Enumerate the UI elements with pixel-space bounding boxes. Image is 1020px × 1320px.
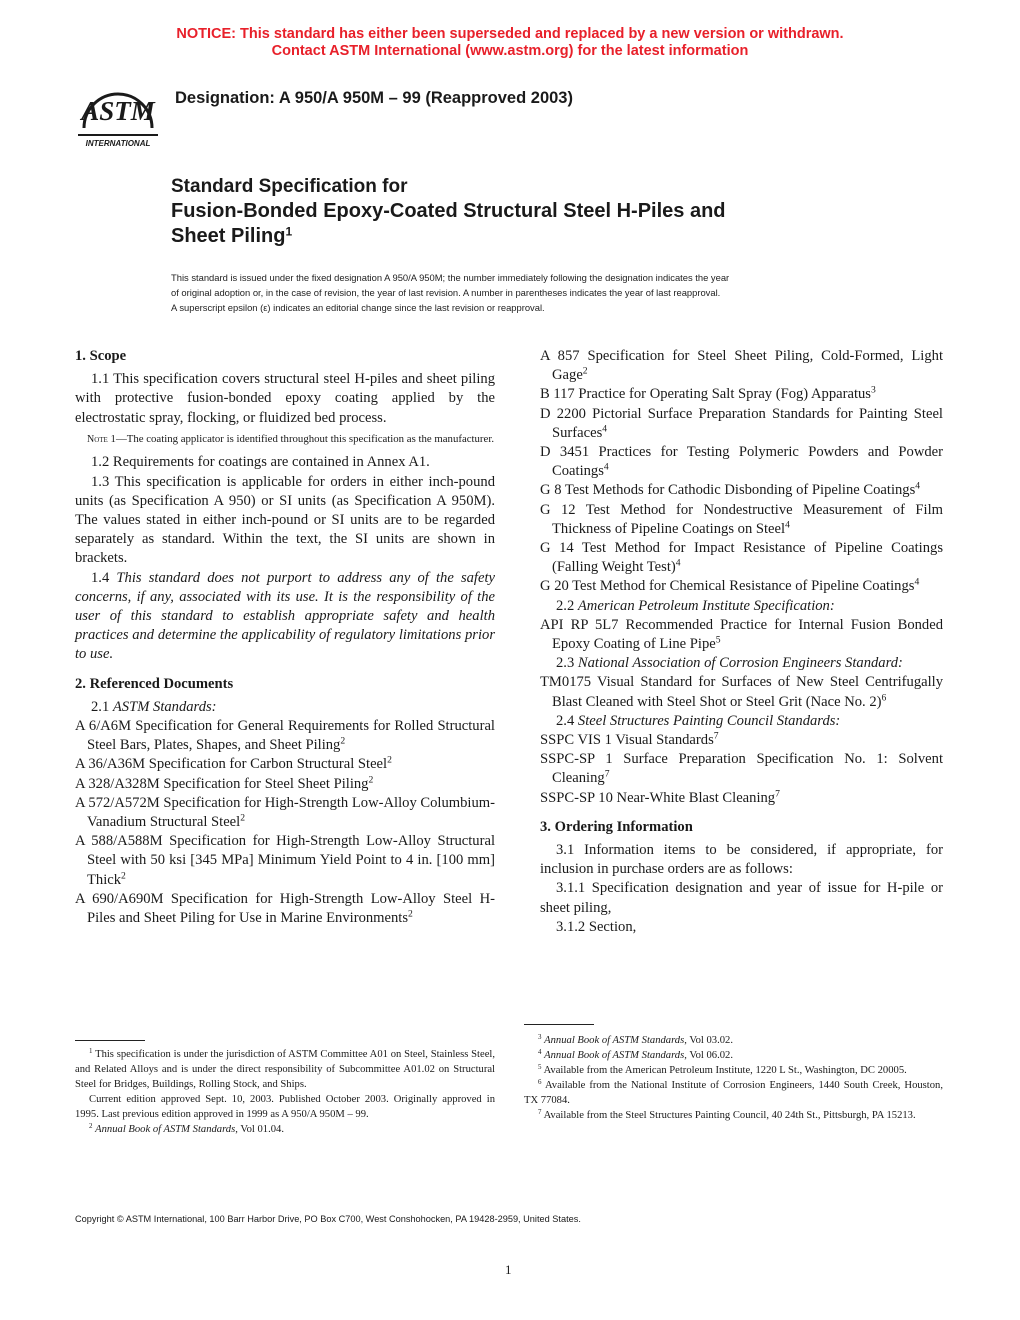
para-2-3: 2.3 National Association of Corrosion Engineers Standard: xyxy=(556,655,903,672)
reference-text: A 6/A6M Specification for General Requirements for Rolled Structural Steel Bars, Plates, Shapes, and Sheet Piling xyxy=(75,717,495,754)
reference-item xyxy=(540,443,943,481)
title-line-2: Fusion-Bonded Epoxy-Coated Structural Steel H-Piles and xyxy=(171,200,726,222)
logo-text: ASTM xyxy=(81,96,155,126)
copyright-line: Copyright © ASTM International, 100 Barr Harbor Drive, PO Box C700, West Conshohocken, PA 19428-2959, United States. xyxy=(75,1214,581,1224)
right-column xyxy=(540,347,943,937)
astm-logo xyxy=(76,72,160,150)
section-3-heading: 3. Ordering Information xyxy=(540,818,693,835)
reference-text: G 12 Test Method for Nondestructive Measurement of Film Thickness of Pipeline Coatings on Steel xyxy=(540,501,943,537)
footnote-3: $^3$ Annual Book of ASTM Standards, Vol 03.02. xyxy=(538,1033,733,1046)
left-column xyxy=(75,347,495,928)
section-2-heading: 2. Referenced Documents xyxy=(75,675,234,692)
para-1-3: 1.3 This specification is applicable for orders in either inch-pound units (as Specification A 950) or SI units (as Specification A 950M). The values stated in either inch-pound or SI units are to be regarded separately as standard. Within the text, the SI units are shown in brackets. xyxy=(75,473,495,567)
page-number: 1 xyxy=(505,1262,512,1277)
reference-text: A 588/A588M Specification for High-Strength Low-Alloy Structural Steel with 50 ksi [345 MPa] Minimum Yield Point to 4 in. [100 mm] Thick xyxy=(75,833,495,888)
reference-footnote-ref: 4 xyxy=(914,577,920,589)
issued-line: This standard is issued under the fixed designation A 950/A 950M; the number immediately following the designation indicates the year xyxy=(171,272,730,283)
reference-item: API RP 5L7 Recommended Practice for Internal Fusion Bonded Epoxy Coating of Line Pipe$^5$ xyxy=(540,616,943,653)
footnote-rule-right xyxy=(524,1024,594,1025)
reference-text: A 857 Specification for Steel Sheet Piling, Cold-Formed, Light Gage xyxy=(540,348,943,384)
issuance-statement xyxy=(171,270,871,315)
reference-text: D 3451 Practices for Testing Polymeric Powders and Powder Coatings xyxy=(540,444,943,480)
astm-reference-list xyxy=(75,717,495,928)
title-line-3: Sheet Piling$^1$ xyxy=(171,224,293,247)
section-1-heading: 1. Scope xyxy=(75,348,127,364)
reference-item xyxy=(540,731,943,750)
reference-text: SSPC VIS 1 Visual Standards xyxy=(540,732,714,749)
reference-item xyxy=(540,347,943,385)
reference-text: A 690/A690M Specification for High-Strength Low-Alloy Steel H-Piles and Sheet Piling for Use in Marine Environments xyxy=(75,890,495,926)
reference-item xyxy=(540,501,943,539)
reference-item xyxy=(540,789,943,808)
title-line-1: Standard Specification for xyxy=(171,176,408,197)
reference-item xyxy=(75,755,495,774)
notice-line-2: Contact ASTM International (www.astm.org) for the latest information xyxy=(271,43,749,59)
designation: Designation: A 950/A 950M – 99 (Reapproved 2003) xyxy=(175,89,573,107)
reference-item xyxy=(540,577,943,596)
para-2-2: 2.2 American Petroleum Institute Specification: xyxy=(556,597,835,614)
reference-item xyxy=(75,794,495,832)
reference-text: G 20 Test Method for Chemical Resistance of Pipeline Coatings xyxy=(540,578,915,595)
reference-footnote-ref: 7 xyxy=(713,730,719,742)
reference-text: A 328/A328M Specification for Steel Sheet Piling xyxy=(75,775,369,792)
reference-footnote-ref: 2 xyxy=(340,735,346,747)
footnotes-left xyxy=(75,1047,495,1137)
reference-footnote-ref: 4 xyxy=(785,519,790,531)
para-3-1-2: 3.1.2 Section, xyxy=(556,918,637,935)
para-2-1: 2.1 ASTM Standards: xyxy=(91,698,217,715)
para-2-4: 2.4 Steel Structures Painting Council Standards: xyxy=(556,712,841,729)
title-footnote-ref: 1 xyxy=(285,224,293,239)
note-label: Note xyxy=(87,433,108,445)
reference-item xyxy=(75,717,495,755)
footnote-2: $^2$ Annual Book of ASTM Standards, Vol 01.04. xyxy=(89,1122,284,1135)
reference-footnote-ref: 2 xyxy=(408,908,413,920)
reference-footnote-ref: 4 xyxy=(915,481,921,493)
reference-item xyxy=(540,385,943,404)
para-1-1: 1.1 This specification covers structural steel H-piles and sheet piling with protective fusion-bonded epoxy coating applied by the electrostatic spray, flocking, or fluidized bed process. xyxy=(75,371,495,426)
reference-text: SSPC-SP 10 Near-White Blast Cleaning xyxy=(540,789,776,806)
reference-text: B 117 Practice for Operating Salt Spray (Fog) Apparatus xyxy=(540,386,871,403)
logo-subtext: INTERNATIONAL xyxy=(85,139,151,148)
notice-line-1: NOTICE: This standard has either been superseded and replaced by a new version or withdrawn. xyxy=(176,26,844,42)
reference-footnote-ref: 4 xyxy=(602,423,608,435)
footnote-rule-left xyxy=(75,1040,145,1041)
astm-reference-list-cont xyxy=(540,347,943,597)
reference-text: D 2200 Pictorial Surface Preparation Standards for Painting Steel Surfaces xyxy=(540,405,943,441)
footnote-7: $^7$ Available from the Steel Structures Painting Council, 40 24th St., Pittsburgh, PA 15213. xyxy=(538,1108,916,1121)
reference-text: G 14 Test Method for Impact Resistance of Pipeline Coatings (Falling Weight Test) xyxy=(540,540,943,576)
footnote-6: $^6$ Available from the National Institute of Corrosion Engineers, 1440 South Creek, Houston, TX 77084. xyxy=(524,1078,943,1106)
para-1-2: 1.2 Requirements for coatings are contained in Annex A1. xyxy=(91,454,430,471)
reference-footnote-ref: 4 xyxy=(603,461,609,473)
reference-footnote-ref: 2 xyxy=(368,774,374,786)
footnote-4: $^4$ Annual Book of ASTM Standards, Vol 06.02. xyxy=(538,1048,733,1061)
reference-text: A 36/A36M Specification for Carbon Structural Steel xyxy=(75,756,388,773)
reference-footnote-ref: 2 xyxy=(240,812,246,824)
reference-item xyxy=(75,775,495,794)
reference-footnote-ref: 2 xyxy=(121,870,126,882)
footnote-1: $^1$ This specification is under the jurisdiction of ASTM Committee A01 on Steel, Stainless Steel, and Related Alloys and is under the direct responsibility of Subcommittee A01.02 on Structural Steel for Bridges, Buildings, Rolling Stock, and Ships. xyxy=(75,1047,495,1090)
sspc-reference-list xyxy=(540,731,943,808)
reference-item xyxy=(540,539,943,577)
reference-footnote-ref: 3 xyxy=(871,385,876,397)
reference-item xyxy=(75,890,495,928)
reference-item xyxy=(540,750,943,788)
reference-footnote-ref: 2 xyxy=(582,365,588,377)
reference-text: SSPC-SP 1 Surface Preparation Specification No. 1: Solvent Cleaning xyxy=(540,751,943,787)
reference-item xyxy=(540,405,943,443)
document-title xyxy=(171,175,871,249)
para-3-1-1: 3.1.1 Specification designation and year of issue for H-pile or sheet piling, xyxy=(540,880,943,916)
issued-line: of original adoption or, in the case of revision, the year of last revision. A number in parentheses indicates the year of last reapproval. xyxy=(171,287,721,298)
reference-footnote-ref: 7 xyxy=(775,788,780,800)
reference-item xyxy=(75,832,495,890)
reference-text: A 572/A572M Specification for High-Strength Low-Alloy Columbium-Vanadium Structural Steel xyxy=(75,794,495,830)
footnote-5: $^5$ Available from the American Petroleum Institute, 1220 L St., Washington, DC 20005. xyxy=(538,1063,907,1076)
reference-footnote-ref: 7 xyxy=(604,769,610,781)
reference-item xyxy=(540,481,943,500)
withdrawal-notice xyxy=(0,26,1020,60)
para-1-4: 1.4 This standard does not purport to address any of the safety concerns, if any, associated with its use. It is the responsibility of the user of this standard to establish appropriate safety and health practices and determine the applicability of regulatory limitations prior to use. xyxy=(75,569,495,663)
footnotes-right xyxy=(524,1033,943,1123)
para-3-1: 3.1 Information items to be considered, if appropriate, for inclusion in purchase orders are as follows: xyxy=(540,842,943,878)
reference-item: TM0175 Visual Standard for Surfaces of New Steel Centrifugally Blast Cleaned with Steel Shot or Steel Grit (Nace No. 2)$^6$ xyxy=(540,674,943,710)
reference-footnote-ref: 2 xyxy=(387,755,392,767)
issued-line: A superscript epsilon (ε) indicates an editorial change since the last revision or reapproval. xyxy=(171,302,545,313)
reference-text: G 8 Test Methods for Cathodic Disbonding of Pipeline Coatings xyxy=(540,482,916,499)
footnote-1-edition: Current edition approved Sept. 10, 2003. Published October 2003. Originally approved in 1995. Last previous edition approved in 1999 as A 950/A 950M – 99. xyxy=(75,1094,495,1120)
note-1 xyxy=(75,432,495,448)
note-text: 1—The coating applicator is identified throughout this specification as the manufacturer. xyxy=(107,432,495,445)
reference-footnote-ref: 4 xyxy=(675,557,681,569)
